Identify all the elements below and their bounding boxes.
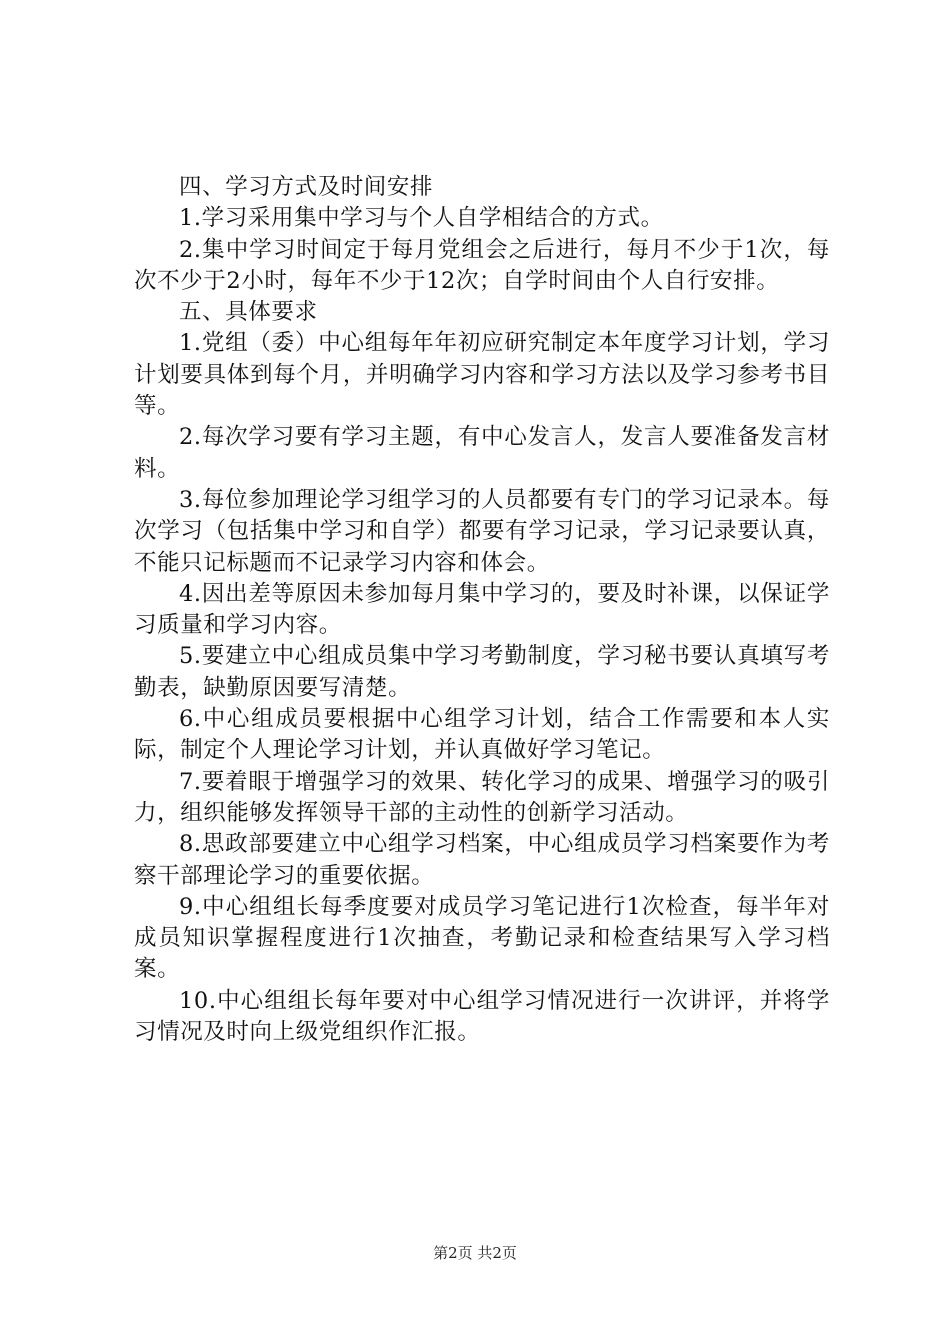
document-body — [134, 172, 830, 1048]
paragraph-requirement-5: 5.要建立中心组成员集中学习考勤制度，学习秘书要认真填写考勤表，缺勤原因要写清楚。 — [134, 643, 830, 701]
paragraph-requirement-8: 8.思政部要建立中心组学习档案，中心组成员学习档案要作为考察干部理论学习的重要依据。 — [134, 831, 830, 889]
section-heading-requirements: 五、具体要求 — [179, 299, 318, 326]
paragraph-method-1: 1.学习采用集中学习与个人自学相结合的方式。 — [179, 205, 664, 232]
paragraph-requirement-1: 1.党组（委）中心组每年年初应研究制定本年度学习计划，学习计划要具体到每个月，并明确学习内容和学习方法以及学习参考书目等。 — [134, 330, 830, 420]
paragraph-method-2: 2.集中学习时间定于每月党组会之后进行，每月不少于1次，每次不少于2小时，每年不少于12次；自学时间由个人自行安排。 — [134, 236, 830, 294]
paragraph-requirement-6: 6.中心组成员要根据中心组学习计划，结合工作需要和本人实际，制定个人理论学习计划，并认真做好学习笔记。 — [134, 706, 830, 764]
section-heading-study-method: 四、学习方式及时间安排 — [179, 174, 434, 200]
paragraph-requirement-2: 2.每次学习要有学习主题，有中心发言人，发言人要准备发言材料。 — [134, 424, 830, 482]
paragraph-requirement-7: 7.要着眼于增强学习的效果、转化学习的成果、增强学习的吸引力，组织能够发挥领导干部的主动性的创新学习活动。 — [134, 768, 830, 826]
paragraph-requirement-4: 4.因出差等原因未参加每月集中学习的，要及时补课，以保证学习质量和学习内容。 — [134, 580, 830, 639]
page-number-footer: 第2页 共2页 — [433, 1244, 517, 1262]
paragraph-requirement-3: 3.每位参加理论学习组学习的人员都要有专门的学习记录本。每次学习（包括集中学习和自学）都要有学习记录，学习记录要认真，不能只记标题而不记录学习内容和体会。 — [134, 486, 830, 576]
paragraph-requirement-9: 9.中心组组长每季度要对成员学习笔记进行1次检查，每半年对成员知识掌握程度进行1次抽查，考勤记录和检查结果写入学习档案。 — [134, 893, 830, 983]
paragraph-requirement-10: 10.中心组组长每年要对中心组学习情况进行一次讲评，并将学习情况及时向上级党组织作汇报。 — [134, 987, 830, 1046]
